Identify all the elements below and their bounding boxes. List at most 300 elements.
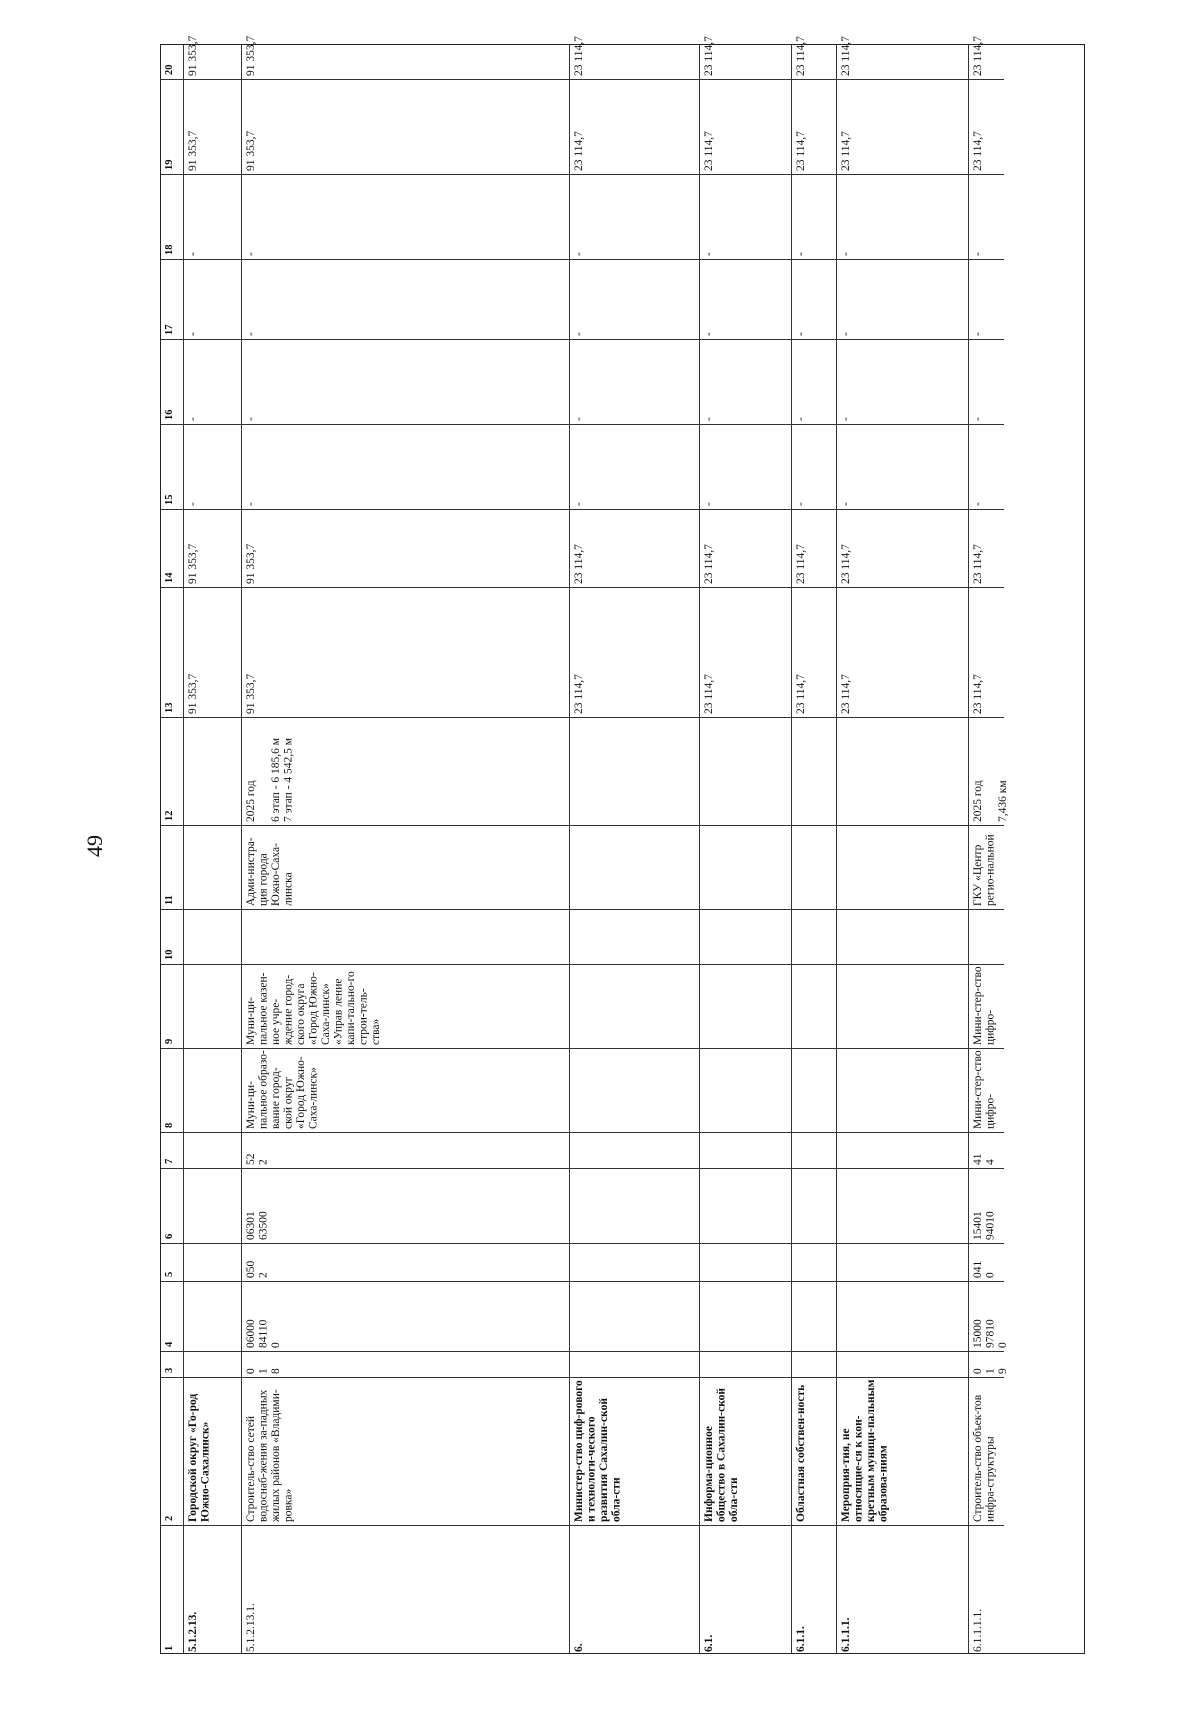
header-cell-13 [161, 587, 183, 717]
cell-text [969, 910, 1004, 964]
cell-text [570, 1244, 699, 1281]
cell-text [837, 1352, 968, 1377]
cell-col-16 [837, 339, 968, 424]
cell-col-14 [837, 509, 968, 587]
header-cell-12 [161, 717, 183, 825]
cell-text: 91 353,7 [187, 543, 199, 584]
cell-col-4 [837, 1281, 968, 1351]
cell-col-2 [792, 1377, 836, 1525]
cell-text [700, 1352, 791, 1377]
cell-col-7 [837, 1132, 968, 1168]
cell-text [700, 1169, 791, 1243]
cell-text: - [245, 502, 257, 506]
cell-col-8 [792, 1048, 836, 1132]
cell-col-13 [242, 587, 569, 717]
cell-text: 050 2 [245, 1260, 270, 1278]
cell-text: 6. [573, 1643, 585, 1652]
cell-text: 23 114,7 [573, 36, 585, 76]
cell-col-1 [837, 1525, 968, 1655]
cell-col-10 [969, 909, 1004, 964]
cell-text: 23 114,7 [795, 131, 807, 171]
header-label: 1 [164, 1645, 175, 1651]
cell-text: 15000 97810 0 [972, 1319, 1009, 1348]
header-label: 12 [164, 810, 175, 821]
header-label: 16 [164, 409, 175, 420]
table-row [699, 36, 791, 1653]
cell-col-15 [969, 424, 1004, 509]
cell-col-18 [837, 174, 968, 259]
cell-text: Строитель-ство сетей водоснаб-жения за-падных жилых районов «Владими-ровка» [245, 1389, 295, 1522]
cell-col-12 [969, 717, 1009, 825]
cell-text [792, 1352, 836, 1377]
cell-text [700, 910, 791, 964]
cell-col-17 [969, 259, 1004, 339]
cell-text: 5.1.2.13. [187, 1611, 199, 1652]
cell-text: 91 353,7 [245, 673, 257, 714]
cell-text: - [703, 502, 715, 506]
cell-text: 23 114,7 [840, 131, 852, 171]
cell-text: 23 114,7 [703, 36, 715, 76]
header-cell-9 [161, 964, 183, 1048]
header-label: 5 [164, 1271, 175, 1277]
cell-col-1 [792, 1525, 836, 1655]
cell-text: 6.1. [703, 1634, 715, 1652]
cell-col-7 [184, 1132, 241, 1168]
header-label: 3 [164, 1367, 175, 1373]
cell-col-11 [969, 825, 1004, 909]
cell-text: Мероприя-тия, не относящие-ся к кон-кретным муници-пальным образова-ниям [840, 1379, 890, 1522]
header-cell-14 [161, 509, 183, 587]
cell-col-3 [570, 1351, 699, 1377]
cell-col-20 [969, 0, 1004, 79]
cell-text [837, 910, 968, 964]
cell-col-17 [242, 259, 569, 339]
table-row [183, 35, 241, 1653]
cell-col-4 [969, 1281, 1009, 1351]
header-label: 17 [164, 324, 175, 335]
cell-col-15 [242, 424, 569, 509]
cell-text: 0 1 9 [972, 1368, 1009, 1374]
cell-col-9 [700, 964, 791, 1048]
cell-text [184, 1244, 241, 1281]
cell-col-9 [837, 964, 968, 1048]
cell-col-12 [700, 717, 791, 825]
cell-col-12 [242, 717, 569, 825]
cell-text: 23 114,7 [840, 544, 852, 584]
header-label: 13 [164, 702, 175, 713]
cell-col-13 [570, 587, 699, 717]
table-row [791, 36, 836, 1653]
cell-col-8 [570, 1048, 699, 1132]
cell-col-16 [242, 339, 569, 424]
cell-text: 41 4 [972, 1153, 997, 1165]
cell-col-2 [837, 1377, 968, 1525]
cell-text [700, 1282, 791, 1351]
cell-text: 6.1.1. [795, 1626, 807, 1652]
cell-text: - [972, 417, 984, 421]
cell-col-10 [792, 909, 836, 964]
cell-text: 91 353,7 [245, 130, 257, 171]
cell-text [570, 1282, 699, 1351]
cell-col-14 [242, 509, 569, 587]
cell-col-16 [969, 339, 1004, 424]
cell-text: 6.1.1.1. [840, 1617, 852, 1652]
cell-text: 23 114,7 [573, 131, 585, 171]
cell-text: 91 353,7 [187, 673, 199, 714]
cell-col-15 [792, 424, 836, 509]
cell-text: - [840, 252, 852, 256]
cell-col-6 [837, 1168, 968, 1243]
cell-text [792, 910, 836, 964]
cell-text [570, 718, 699, 825]
header-cell-20 [161, 0, 183, 79]
header-label: 19 [164, 159, 175, 170]
table-row [241, 35, 569, 1653]
cell-text: Областная собствен-ность [795, 1384, 807, 1522]
cell-text: 23 114,7 [795, 544, 807, 584]
header-cell-7 [161, 1132, 183, 1168]
cell-text [837, 826, 968, 909]
header-cell-8 [161, 1048, 183, 1132]
cell-text: - [245, 252, 257, 256]
header-row [161, 45, 183, 1653]
cell-col-4 [700, 1281, 791, 1351]
cell-text: - [840, 417, 852, 421]
cell-text [837, 1282, 968, 1351]
cell-col-2 [184, 1377, 241, 1525]
cell-text: 23 114,7 [703, 674, 715, 714]
cell-text: - [795, 252, 807, 256]
cell-col-18 [700, 174, 791, 259]
header-label: 9 [164, 1038, 175, 1044]
cell-col-3 [969, 1351, 1009, 1377]
cell-text: - [245, 417, 257, 421]
cell-text: - [703, 417, 715, 421]
cell-text: Адми-нистра-ция города Южно-Саха-линска [245, 837, 295, 906]
cell-text [837, 1133, 968, 1168]
header-cell-19 [161, 79, 183, 174]
header-label: 8 [164, 1122, 175, 1128]
cell-col-8 [969, 1048, 1004, 1132]
cell-col-3 [792, 1351, 836, 1377]
cell-col-15 [570, 424, 699, 509]
cell-text: 6.1.1.1.1. [972, 1608, 984, 1652]
cell-text: 06301 63500 [245, 1211, 270, 1240]
cell-text: - [573, 252, 585, 256]
header-label: 14 [164, 572, 175, 583]
cell-col-10 [184, 909, 241, 964]
cell-col-13 [792, 587, 836, 717]
cell-col-20 [700, 0, 791, 79]
cell-col-4 [570, 1281, 699, 1351]
cell-text: Мини-стер-ство цифро- [972, 1050, 997, 1129]
cell-text: 5.1.2.13.1. [245, 1603, 257, 1652]
cell-text: Муни-ци-пальное образо-вание город-ской округ «Город Южно-Саха-линск» [245, 1050, 320, 1129]
cell-col-9 [792, 964, 836, 1048]
cell-text: 23 114,7 [573, 674, 585, 714]
cell-text [837, 1169, 968, 1243]
cell-text [792, 965, 836, 1048]
cell-text: - [187, 417, 199, 421]
cell-col-5 [570, 1243, 699, 1281]
cell-col-5 [700, 1243, 791, 1281]
cell-col-19 [242, 79, 569, 174]
header-cell-17 [161, 259, 183, 339]
cell-col-8 [837, 1048, 968, 1132]
cell-col-13 [969, 587, 1004, 717]
cell-col-14 [792, 509, 836, 587]
cell-col-8 [242, 1048, 569, 1132]
cell-text: 23 114,7 [840, 674, 852, 714]
cell-col-5 [242, 1243, 569, 1281]
cell-text: 2025 год 7,436 км [972, 780, 1009, 822]
cell-col-18 [242, 174, 569, 259]
cell-text [570, 1133, 699, 1168]
cell-text [792, 1169, 836, 1243]
cell-col-4 [242, 1281, 569, 1351]
cell-text: 23 114,7 [795, 674, 807, 714]
cell-col-17 [792, 259, 836, 339]
cell-text: - [187, 332, 199, 336]
cell-col-5 [792, 1243, 836, 1281]
cell-col-6 [792, 1168, 836, 1243]
cell-col-16 [700, 339, 791, 424]
cell-col-10 [837, 909, 968, 964]
cell-col-13 [700, 587, 791, 717]
cell-text [837, 1244, 968, 1281]
cell-text [570, 965, 699, 1048]
cell-text [570, 910, 699, 964]
cell-text: 23 114,7 [972, 36, 984, 76]
header-cell-11 [161, 825, 183, 909]
cell-col-14 [700, 509, 791, 587]
cell-text: - [972, 252, 984, 256]
header-label: 10 [164, 949, 175, 960]
cell-text [792, 1133, 836, 1168]
cell-col-1 [570, 1525, 699, 1655]
header-cell-1 [161, 1525, 183, 1655]
cell-text: - [187, 502, 199, 506]
cell-col-9 [969, 964, 1004, 1048]
cell-text: - [573, 417, 585, 421]
cell-text: 91 353,7 [187, 35, 199, 76]
cell-col-3 [184, 1351, 241, 1377]
cell-col-14 [184, 509, 241, 587]
cell-text [184, 965, 241, 1048]
cell-col-11 [837, 825, 968, 909]
cell-text: - [187, 252, 199, 256]
cell-col-8 [700, 1048, 791, 1132]
cell-col-12 [837, 717, 968, 825]
cell-text [570, 1352, 699, 1377]
cell-text: 2025 год 6 этап - 6 185,6 м 7 этап - 4 542,5 м [245, 737, 295, 822]
header-cell-15 [161, 424, 183, 509]
cell-col-11 [570, 825, 699, 909]
cell-text: 52 2 [245, 1153, 270, 1165]
cell-col-5 [837, 1243, 968, 1281]
cell-col-18 [570, 174, 699, 259]
cell-text: - [795, 417, 807, 421]
cell-col-19 [837, 79, 968, 174]
cell-col-7 [570, 1132, 699, 1168]
cell-col-12 [570, 717, 699, 825]
header-cell-6 [161, 1168, 183, 1243]
cell-col-2 [570, 1377, 699, 1525]
cell-col-17 [184, 259, 241, 339]
cell-text: 91 353,7 [245, 543, 257, 584]
cell-text [184, 1169, 241, 1243]
cell-col-19 [969, 79, 1004, 174]
cell-text: 23 114,7 [573, 544, 585, 584]
cell-text: 06000 84110 0 [245, 1319, 282, 1348]
cell-col-6 [969, 1168, 1004, 1243]
cell-col-5 [184, 1243, 241, 1281]
cell-col-14 [570, 509, 699, 587]
cell-text: - [795, 332, 807, 336]
cell-col-20 [570, 0, 699, 79]
cell-col-18 [969, 174, 1004, 259]
cell-text [700, 965, 791, 1048]
cell-text [570, 1049, 699, 1132]
cell-col-1 [700, 1525, 791, 1655]
table-row [968, 36, 1009, 1653]
cell-col-2 [242, 1377, 569, 1525]
cell-col-16 [184, 339, 241, 424]
cell-col-7 [969, 1132, 1004, 1168]
cell-text: 041 0 [972, 1260, 997, 1278]
header-label: 11 [164, 895, 175, 905]
cell-col-19 [792, 79, 836, 174]
cell-col-2 [969, 1377, 1004, 1525]
cell-col-20 [837, 0, 968, 79]
cell-col-10 [570, 909, 699, 964]
cell-text [184, 1049, 241, 1132]
cell-text: - [840, 332, 852, 336]
header-label: 6 [164, 1233, 175, 1239]
cell-text [700, 718, 791, 825]
cell-col-6 [570, 1168, 699, 1243]
cell-col-6 [242, 1168, 569, 1243]
cell-col-1 [184, 1525, 241, 1655]
cell-col-16 [792, 339, 836, 424]
cell-text: - [972, 502, 984, 506]
cell-col-3 [242, 1351, 569, 1377]
cell-text: Муни-ци-пальное казен-ное учре-ждение город-ского округа «Город Южно-Саха-линск» «Управ ление капи-тально-го строи-тель-ства» [245, 971, 382, 1045]
cell-col-12 [792, 717, 836, 825]
cell-col-1 [242, 1525, 569, 1655]
cell-col-11 [242, 825, 569, 909]
cell-col-7 [700, 1132, 791, 1168]
cell-col-17 [570, 259, 699, 339]
cell-text [184, 1282, 241, 1351]
cell-text: 23 114,7 [703, 131, 715, 171]
cell-col-18 [184, 174, 241, 259]
cell-col-6 [700, 1168, 791, 1243]
page-number: 49 [82, 835, 107, 857]
cell-text [700, 826, 791, 909]
cell-text [837, 1049, 968, 1132]
cell-text: 23 114,7 [972, 544, 984, 584]
header-label: 2 [164, 1515, 175, 1521]
header-label: 7 [164, 1158, 175, 1164]
cell-col-10 [700, 909, 791, 964]
header-cell-16 [161, 339, 183, 424]
cell-text [570, 1169, 699, 1243]
header-label: 4 [164, 1341, 175, 1347]
cell-text: Строитель-ство объек-тов инфра-структуры [972, 1394, 997, 1522]
cell-text [184, 910, 241, 964]
cell-text [184, 1352, 241, 1377]
cell-col-20 [184, 0, 241, 79]
cell-text: Информа-ционное общество в Сахалин-ской обла-сти [703, 1387, 740, 1522]
cell-col-20 [792, 0, 836, 79]
cell-text [792, 826, 836, 909]
cell-col-7 [242, 1132, 569, 1168]
cell-text: - [245, 332, 257, 336]
cell-text [700, 1133, 791, 1168]
cell-text: - [972, 332, 984, 336]
cell-text: 91 353,7 [187, 130, 199, 171]
cell-text [837, 965, 968, 1048]
cell-col-9 [242, 964, 569, 1048]
cell-col-5 [969, 1243, 1004, 1281]
cell-text: Городской округ «Го-род Южно-Сахалинск» [187, 1393, 212, 1522]
cell-col-19 [700, 79, 791, 174]
cell-col-19 [570, 79, 699, 174]
cell-text [700, 1049, 791, 1132]
cell-col-13 [184, 587, 241, 717]
budget-table [160, 35, 1085, 1654]
cell-col-8 [184, 1048, 241, 1132]
cell-col-14 [969, 509, 1004, 587]
cell-text [792, 1049, 836, 1132]
cell-col-15 [837, 424, 968, 509]
cell-text [570, 826, 699, 909]
cell-text: 23 114,7 [703, 544, 715, 584]
cell-col-9 [184, 964, 241, 1048]
cell-col-15 [700, 424, 791, 509]
cell-col-11 [792, 825, 836, 909]
cell-text [184, 826, 241, 909]
cell-text [184, 1133, 241, 1168]
cell-text: - [795, 502, 807, 506]
cell-text: 23 114,7 [972, 674, 984, 714]
cell-col-18 [792, 174, 836, 259]
cell-col-2 [700, 1377, 791, 1525]
cell-col-4 [184, 1281, 241, 1351]
header-cell-4 [161, 1281, 183, 1351]
cell-text: 23 114,7 [840, 36, 852, 76]
cell-text: - [703, 252, 715, 256]
cell-text [792, 718, 836, 825]
header-cell-2 [161, 1377, 183, 1525]
header-cell-5 [161, 1243, 183, 1281]
cell-col-11 [184, 825, 241, 909]
cell-text [184, 718, 241, 825]
header-cell-18 [161, 174, 183, 259]
cell-col-11 [700, 825, 791, 909]
cell-text [792, 1282, 836, 1351]
cell-col-15 [184, 424, 241, 509]
cell-col-17 [837, 259, 968, 339]
cell-text [700, 1244, 791, 1281]
cell-col-20 [242, 0, 569, 79]
cell-col-1 [969, 1525, 1004, 1655]
cell-col-12 [184, 717, 241, 825]
header-label: 20 [164, 64, 175, 75]
cell-col-4 [792, 1281, 836, 1351]
cell-text: - [703, 332, 715, 336]
